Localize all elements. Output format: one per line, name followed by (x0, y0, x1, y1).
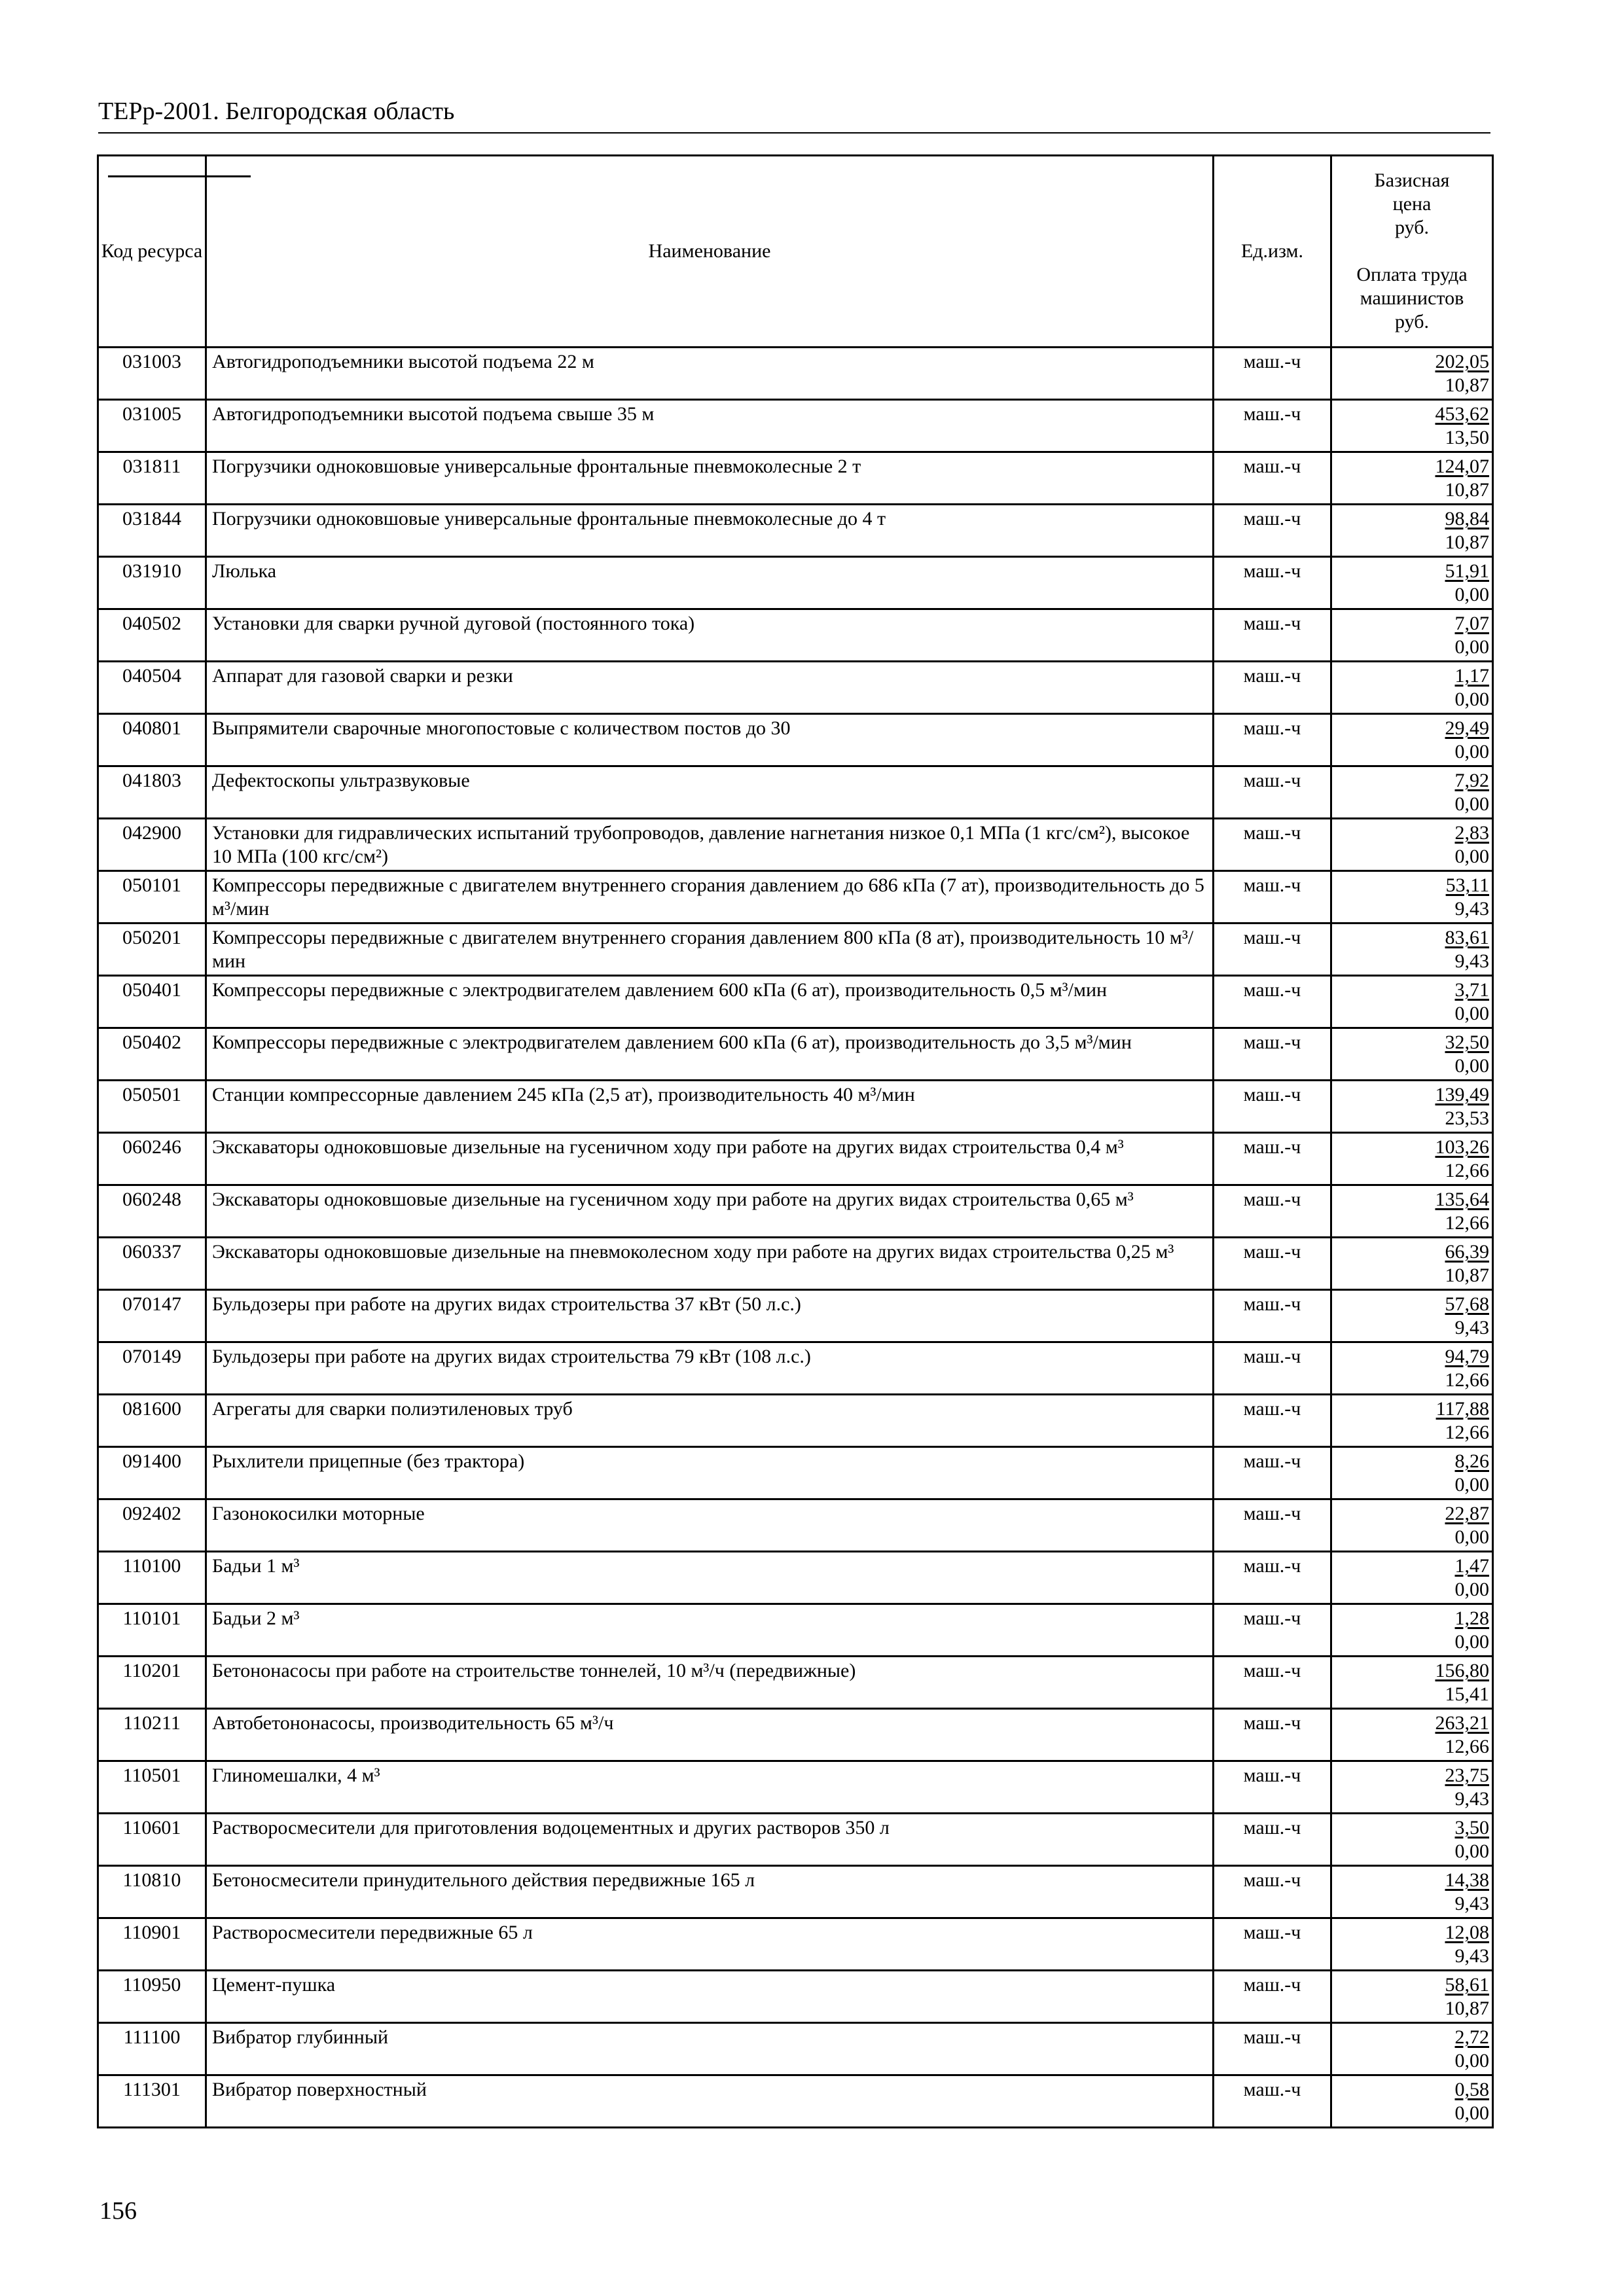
resource-code-cell: 031003 (98, 348, 206, 400)
table-row (98, 1290, 1493, 1342)
base-price-value: 0,58 (1454, 2079, 1489, 2100)
price-cell (1331, 714, 1493, 766)
base-price-value: 14,38 (1445, 1869, 1489, 1891)
labor-cost-value: 0,00 (1454, 1526, 1489, 1548)
price-cell (1331, 1238, 1493, 1290)
labor-cost-value: 0,00 (1454, 1474, 1489, 1496)
table-row (98, 924, 1493, 976)
price-cell (1331, 1447, 1493, 1499)
price-cell (1331, 1552, 1493, 1604)
table-row (98, 505, 1493, 557)
base-price-value: 135,64 (1435, 1189, 1489, 1210)
resource-code-cell: 070147 (98, 1290, 206, 1342)
unit-cell: маш.-ч (1214, 662, 1331, 714)
labor-cost-value: 0,00 (1454, 793, 1489, 815)
labor-cost-value: 12,66 (1445, 1736, 1489, 1757)
table-row (98, 1552, 1493, 1604)
unit-cell: маш.-ч (1214, 1290, 1331, 1342)
header-base-price-line-3: руб. (1395, 217, 1429, 238)
labor-cost-value: 9,43 (1454, 1317, 1489, 1338)
base-price-value: 1,47 (1454, 1555, 1489, 1577)
resource-name-cell: Бульдозеры при работе на других видах строительства 79 кВт (108 л.с.) (206, 1342, 1214, 1395)
unit-cell: маш.-ч (1214, 557, 1331, 609)
resource-code-cell: 040502 (98, 609, 206, 662)
resource-code-cell: 110100 (98, 1552, 206, 1604)
resource-name-cell: Компрессоры передвижные с двигателем внутреннего сгорания давлением 800 кПа (8 ат), производительность 10 м³/мин (206, 924, 1214, 976)
unit-cell: маш.-ч (1214, 1761, 1331, 1814)
labor-cost-value: 0,00 (1454, 741, 1489, 762)
base-price-value: 124,07 (1435, 456, 1489, 477)
table-row (98, 1814, 1493, 1866)
unit-cell: маш.-ч (1214, 1081, 1331, 1133)
labor-cost-value: 0,00 (1454, 846, 1489, 867)
base-price-value: 117,88 (1435, 1398, 1489, 1420)
base-price-value: 139,49 (1435, 1084, 1489, 1105)
base-price-value: 103,26 (1435, 1136, 1489, 1158)
resource-code-cell: 050402 (98, 1028, 206, 1081)
table-row (98, 766, 1493, 819)
unit-cell: маш.-ч (1214, 1395, 1331, 1447)
base-price-value: 202,05 (1435, 351, 1489, 372)
labor-cost-value: 15,41 (1445, 1683, 1489, 1705)
price-cell (1331, 609, 1493, 662)
resource-name-cell: Выпрямители сварочные многопостовые с количеством постов до 30 (206, 714, 1214, 766)
resource-code-cell: 110201 (98, 1657, 206, 1709)
price-cell (1331, 2075, 1493, 2128)
price-cell (1331, 1081, 1493, 1133)
price-cell (1331, 1814, 1493, 1866)
resource-name-cell: Погрузчики одноковшовые универсальные фронтальные пневмоколесные 2 т (206, 452, 1214, 505)
header-corner-line (108, 175, 251, 177)
resource-code-cell: 050401 (98, 976, 206, 1028)
document-header (98, 98, 1490, 134)
resource-name-cell: Компрессоры передвижные с двигателем внутреннего сгорания давлением до 686 кПа (7 ат), производительность до 5 м³/мин (206, 871, 1214, 924)
resource-name-cell: Агрегаты для сварки полиэтиленовых труб (206, 1395, 1214, 1447)
price-cell (1331, 1657, 1493, 1709)
resource-code-cell: 050201 (98, 924, 206, 976)
price-cell (1331, 505, 1493, 557)
price-cell (1331, 348, 1493, 400)
unit-cell: маш.-ч (1214, 871, 1331, 924)
resource-code-cell: 070149 (98, 1342, 206, 1395)
resource-code-cell: 110101 (98, 1604, 206, 1657)
resource-code-cell: 031844 (98, 505, 206, 557)
resource-name-cell: Автогидроподъемники высотой подъема 22 м (206, 348, 1214, 400)
resource-code-cell: 060337 (98, 1238, 206, 1290)
resource-code-cell: 050101 (98, 871, 206, 924)
unit-cell: маш.-ч (1214, 1709, 1331, 1761)
table-row (98, 819, 1493, 871)
price-cell (1331, 1185, 1493, 1238)
table-row (98, 348, 1493, 400)
labor-cost-value: 12,66 (1445, 1160, 1489, 1181)
unit-cell: маш.-ч (1214, 400, 1331, 452)
price-cell (1331, 1709, 1493, 1761)
resource-code-cell: 110810 (98, 1866, 206, 1918)
unit-cell: маш.-ч (1214, 1133, 1331, 1185)
resource-name-cell: Экскаваторы одноковшовые дизельные на гусеничном ходу при работе на других видах строительства 0,65 м³ (206, 1185, 1214, 1238)
table-row (98, 609, 1493, 662)
labor-cost-value: 0,00 (1454, 1631, 1489, 1653)
labor-cost-value: 10,87 (1445, 374, 1489, 396)
labor-cost-value: 12,66 (1445, 1422, 1489, 1443)
price-cell (1331, 1499, 1493, 1552)
table-body (98, 348, 1493, 2128)
table-row (98, 1395, 1493, 1447)
base-price-value: 1,28 (1454, 1607, 1489, 1629)
base-price-value: 1,17 (1454, 665, 1489, 687)
unit-cell: маш.-ч (1214, 976, 1331, 1028)
price-cell (1331, 1342, 1493, 1395)
table-row (98, 557, 1493, 609)
table-row (98, 1866, 1493, 1918)
resource-name-cell: Бадьи 2 м³ (206, 1604, 1214, 1657)
table-row (98, 452, 1493, 505)
resource-name-cell: Растворосмесители передвижные 65 л (206, 1918, 1214, 1971)
unit-cell: маш.-ч (1214, 766, 1331, 819)
resource-name-cell: Цемент-пушка (206, 1971, 1214, 2023)
base-price-value: 32,50 (1445, 1031, 1489, 1053)
labor-cost-value: 9,43 (1454, 950, 1489, 972)
resource-code-cell: 042900 (98, 819, 206, 871)
labor-cost-value: 0,00 (1454, 2102, 1489, 2124)
base-price-value: 51,91 (1445, 560, 1489, 582)
unit-cell: маш.-ч (1214, 1814, 1331, 1866)
resource-code-cell: 110601 (98, 1814, 206, 1866)
base-price-value: 2,72 (1454, 2026, 1489, 2048)
price-cell (1331, 924, 1493, 976)
resource-code-cell: 060248 (98, 1185, 206, 1238)
price-cell (1331, 1971, 1493, 2023)
header-base-price-line-2: цена (1392, 193, 1432, 215)
labor-cost-value: 12,66 (1445, 1212, 1489, 1234)
labor-cost-value: 10,87 (1445, 531, 1489, 553)
table-row (98, 2023, 1493, 2075)
labor-cost-value: 13,50 (1445, 427, 1489, 448)
resource-code-cell: 111301 (98, 2075, 206, 2128)
base-price-value: 7,92 (1454, 770, 1489, 791)
labor-cost-value: 9,43 (1454, 1788, 1489, 1810)
table-row (98, 1447, 1493, 1499)
document-title: ТЕРр-2001. Белгородская область (98, 98, 455, 125)
unit-cell: маш.-ч (1214, 924, 1331, 976)
unit-cell: маш.-ч (1214, 2023, 1331, 2075)
base-price-value: 53,11 (1445, 874, 1489, 896)
resource-name-cell: Газонокосилки моторные (206, 1499, 1214, 1552)
labor-cost-value: 23,53 (1445, 1107, 1489, 1129)
resource-name-cell: Бульдозеры при работе на других видах строительства 37 кВт (50 л.с.) (206, 1290, 1214, 1342)
base-price-value: 8,26 (1454, 1450, 1489, 1472)
table-row (98, 1081, 1493, 1133)
price-cell (1331, 1918, 1493, 1971)
resource-code-cell: 092402 (98, 1499, 206, 1552)
resource-code-cell: 031005 (98, 400, 206, 452)
resource-name-cell: Вибратор глубинный (206, 2023, 1214, 2075)
resource-code-cell: 031811 (98, 452, 206, 505)
price-cell (1331, 976, 1493, 1028)
price-cell (1331, 819, 1493, 871)
base-price-value: 453,62 (1435, 403, 1489, 425)
resource-name-cell: Компрессоры передвижные с электродвигателем давлением 600 кПа (6 ат), производительность до 3,5 м³/мин (206, 1028, 1214, 1081)
base-price-value: 29,49 (1445, 717, 1489, 739)
table-row (98, 1657, 1493, 1709)
table-row (98, 1499, 1493, 1552)
column-header-unit: Ед.изм. (1214, 156, 1331, 348)
labor-cost-value: 0,00 (1454, 1579, 1489, 1600)
table-row (98, 1133, 1493, 1185)
price-cell (1331, 1133, 1493, 1185)
base-price-value: 7,07 (1454, 613, 1489, 634)
resource-name-cell: Станции компрессорные давлением 245 кПа (2,5 ат), производительность 40 м³/мин (206, 1081, 1214, 1133)
header-labor-line-1: Оплата труда (1356, 264, 1468, 285)
resource-code-cell: 040801 (98, 714, 206, 766)
table-row (98, 976, 1493, 1028)
table-row (98, 1028, 1493, 1081)
base-price-value: 66,39 (1445, 1241, 1489, 1263)
base-price-value: 83,61 (1445, 927, 1489, 948)
header-labor-line-3: руб. (1395, 311, 1429, 332)
table-row (98, 1342, 1493, 1395)
unit-cell: маш.-ч (1214, 1499, 1331, 1552)
price-cell (1331, 557, 1493, 609)
table-row (98, 2075, 1493, 2128)
table-row (98, 1761, 1493, 1814)
price-cell (1331, 662, 1493, 714)
price-cell (1331, 400, 1493, 452)
unit-cell: маш.-ч (1214, 1971, 1331, 2023)
table-row (98, 662, 1493, 714)
resource-code-cell: 110211 (98, 1709, 206, 1761)
labor-cost-value: 12,66 (1445, 1369, 1489, 1391)
resource-price-table (97, 154, 1494, 2128)
unit-cell: маш.-ч (1214, 714, 1331, 766)
unit-cell: маш.-ч (1214, 1604, 1331, 1657)
base-price-value: 156,80 (1435, 1660, 1489, 1681)
unit-cell: маш.-ч (1214, 2075, 1331, 2128)
table-row (98, 1238, 1493, 1290)
unit-cell: маш.-ч (1214, 1185, 1331, 1238)
unit-cell: маш.-ч (1214, 609, 1331, 662)
unit-cell: маш.-ч (1214, 505, 1331, 557)
table-row (98, 1185, 1493, 1238)
base-price-value: 23,75 (1445, 1765, 1489, 1786)
unit-cell: маш.-ч (1214, 1238, 1331, 1290)
resource-name-cell: Вибратор поверхностный (206, 2075, 1214, 2128)
resource-name-cell: Погрузчики одноковшовые универсальные фронтальные пневмоколесные до 4 т (206, 505, 1214, 557)
price-cell (1331, 1395, 1493, 1447)
table-row (98, 400, 1493, 452)
resource-name-cell: Компрессоры передвижные с электродвигателем давлением 600 кПа (6 ат), производительность 0,5 м³/мин (206, 976, 1214, 1028)
resource-name-cell: Аппарат для газовой сварки и резки (206, 662, 1214, 714)
page-number: 156 (99, 2197, 137, 2225)
resource-name-cell: Бетоносмесители принудительного действия передвижные 165 л (206, 1866, 1214, 1918)
resource-name-cell: Бадьи 1 м³ (206, 1552, 1214, 1604)
base-price-value: 98,84 (1445, 508, 1489, 529)
table-row (98, 871, 1493, 924)
resource-name-cell: Рыхлители прицепные (без трактора) (206, 1447, 1214, 1499)
resource-code-cell: 110950 (98, 1971, 206, 2023)
labor-cost-value: 0,00 (1454, 636, 1489, 658)
base-price-value: 94,79 (1445, 1346, 1489, 1367)
price-cell (1331, 2023, 1493, 2075)
unit-cell: маш.-ч (1214, 452, 1331, 505)
price-cell (1331, 1290, 1493, 1342)
resource-code-cell: 110501 (98, 1761, 206, 1814)
resource-code-cell: 050501 (98, 1081, 206, 1133)
resource-code-cell: 111100 (98, 2023, 206, 2075)
resource-name-cell: Люлька (206, 557, 1214, 609)
labor-cost-value: 9,43 (1454, 1945, 1489, 1967)
table-header-row (98, 156, 1493, 348)
resource-code-cell: 091400 (98, 1447, 206, 1499)
labor-cost-value: 10,87 (1445, 479, 1489, 501)
base-price-value: 263,21 (1435, 1712, 1489, 1734)
price-cell (1331, 871, 1493, 924)
price-cell (1331, 766, 1493, 819)
resource-code-cell: 060246 (98, 1133, 206, 1185)
unit-cell: маш.-ч (1214, 348, 1331, 400)
base-price-value: 58,61 (1445, 1974, 1489, 1996)
price-cell (1331, 1028, 1493, 1081)
labor-cost-value: 0,00 (1454, 689, 1489, 710)
price-cell (1331, 452, 1493, 505)
resource-code-cell: 031910 (98, 557, 206, 609)
unit-cell: маш.-ч (1214, 1866, 1331, 1918)
labor-cost-value: 10,87 (1445, 1265, 1489, 1286)
resource-code-cell: 081600 (98, 1395, 206, 1447)
labor-cost-value: 0,00 (1454, 1003, 1489, 1024)
table-row (98, 1971, 1493, 2023)
resource-name-cell: Установки для гидравлических испытаний трубопроводов, давление нагнетания низкое 0,1 МПа (1 кгс/см²), высокое 10 МПа (100 кгс/см²) (206, 819, 1214, 871)
table-row (98, 1709, 1493, 1761)
resource-name-cell: Установки для сварки ручной дуговой (постоянного тока) (206, 609, 1214, 662)
resource-name-cell: Автобетононасосы, производительность 65 м³/ч (206, 1709, 1214, 1761)
table-row (98, 714, 1493, 766)
unit-cell: маш.-ч (1214, 819, 1331, 871)
labor-cost-value: 0,00 (1454, 1840, 1489, 1862)
unit-cell: маш.-ч (1214, 1552, 1331, 1604)
labor-cost-value: 0,00 (1454, 584, 1489, 605)
column-header-name: Наименование (206, 156, 1214, 348)
unit-cell: маш.-ч (1214, 1342, 1331, 1395)
resource-name-cell: Экскаваторы одноковшовые дизельные на пневмоколесном ходу при работе на других видах строительства 0,25 м³ (206, 1238, 1214, 1290)
column-header-code: Код ресурса (98, 156, 206, 348)
resource-name-cell: Бетононасосы при работе на строительстве тоннелей, 10 м³/ч (передвижные) (206, 1657, 1214, 1709)
labor-cost-value: 9,43 (1454, 898, 1489, 920)
table-row (98, 1604, 1493, 1657)
unit-cell: маш.-ч (1214, 1657, 1331, 1709)
labor-cost-value: 10,87 (1445, 1998, 1489, 2019)
resource-name-cell: Дефектоскопы ультразвуковые (206, 766, 1214, 819)
base-price-value: 57,68 (1445, 1293, 1489, 1315)
resource-name-cell: Растворосмесители для приготовления водоцементных и других растворов 350 л (206, 1814, 1214, 1866)
labor-cost-value: 0,00 (1454, 1055, 1489, 1077)
header-labor-line-2: машинистов (1360, 287, 1464, 309)
table-row (98, 1918, 1493, 1971)
unit-cell: маш.-ч (1214, 1918, 1331, 1971)
price-cell (1331, 1761, 1493, 1814)
resource-code-cell: 041803 (98, 766, 206, 819)
base-price-value: 22,87 (1445, 1503, 1489, 1524)
price-cell (1331, 1604, 1493, 1657)
base-price-value: 3,71 (1454, 979, 1489, 1001)
resource-code-cell: 040504 (98, 662, 206, 714)
base-price-value: 2,83 (1454, 822, 1489, 844)
labor-cost-value: 9,43 (1454, 1893, 1489, 1914)
unit-cell: маш.-ч (1214, 1028, 1331, 1081)
resource-name-cell: Экскаваторы одноковшовые дизельные на гусеничном ходу при работе на других видах строительства 0,4 м³ (206, 1133, 1214, 1185)
header-base-price-line-1: Базисная (1374, 170, 1450, 191)
resource-name-cell: Автогидроподъемники высотой подъема свыше 35 м (206, 400, 1214, 452)
column-header-price (1331, 156, 1493, 348)
unit-cell: маш.-ч (1214, 1447, 1331, 1499)
price-cell (1331, 1866, 1493, 1918)
labor-cost-value: 0,00 (1454, 2050, 1489, 2072)
base-price-value: 3,50 (1454, 1817, 1489, 1839)
resource-code-cell: 110901 (98, 1918, 206, 1971)
resource-name-cell: Глиномешалки, 4 м³ (206, 1761, 1214, 1814)
base-price-value: 12,08 (1445, 1922, 1489, 1943)
